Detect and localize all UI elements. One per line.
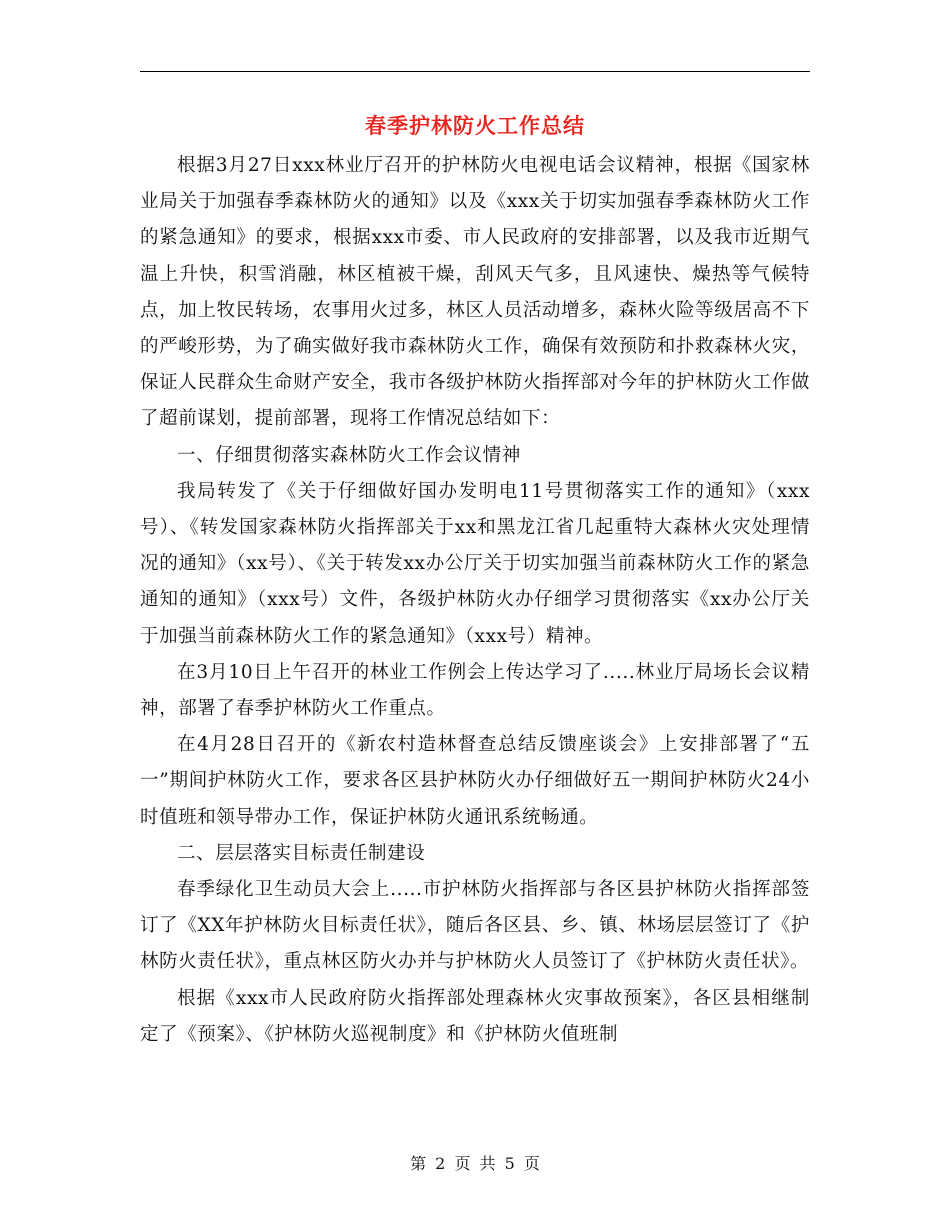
section-heading-1: 一、仔细贯彻落实森林防火工作会议情神 bbox=[177, 444, 521, 466]
document-body bbox=[140, 148, 810, 1053]
paragraph-april-meeting: 在4月28日召开的《新农村造林督查总结反馈座谈会》上安排部署了“五一”期间护林防火工作，要求各区县护林防火办仔细做好五一期间护林防火24小时值班和领导带办工作，保证护林防火通讯系统畅通。 bbox=[140, 734, 810, 828]
page-number: 第 2 页 共 5 页 bbox=[410, 1154, 540, 1173]
header-rule bbox=[140, 71, 810, 72]
paragraph-march-meeting: 在3月10日上午召开的林业工作例会上传达学习了.....林业厅局场长会议精神，部署了春季护林防火工作重点。 bbox=[140, 661, 810, 720]
document-title: 春季护林防火工作总结 bbox=[365, 113, 585, 138]
paragraph-intro: 根据3月27日xxx林业厅召开的护林防火电视电话会议精神，根据《国家林业局关于加强春季森林防火的通知》以及《xxx关于切实加强春季森林防火工作的紧急通知》的要求，根据xxx市委、市人民政府的安排部署，以及我市近期气温上升快，积雪消融，林区植被干燥，刮风天气多，且风速快、燥热等气候特点，加上牧民转场，农事用火过多，林区人员活动增多，森林火险等级居高不下的严峻形势，为了确实做好我市森林防火工作，确保有效预防和扑救森林火灾，保证人民群众生命财产安全，我市各级护林防火指挥部对今年的护林防火工作做了超前谋划，提前部署，现将工作情况总结如下： bbox=[140, 155, 810, 430]
section-heading-2: 二、层层落实目标责任制建设 bbox=[177, 842, 426, 864]
paragraph-forwarded-notices: 我局转发了《关于仔细做好国办发明电11号贯彻落实工作的通知》（xxx号）、《转发国家森林防火指挥部关于xx和黑龙江省几起重特大森林火灾处理情况的通知》（xx号）、《关于转发xx办公厅关于切实加强当前森林防火工作的紧急通知的通知》（xxx号）文件，各级护林防火办仔细学习贯彻落实《xx办公厅关于加强当前森林防火工作的紧急通知》（xxx号）精神。 bbox=[140, 480, 810, 647]
paragraph-responsibility: 春季绿化卫生动员大会上.....市护林防火指挥部与各区县护林防火指挥部签订了《XX年护林防火目标责任状》，随后各区县、乡、镇、林场层层签订了《护林防火责任状》，重点林区防火办并与护林防火人员签订了《护林防火责任状》。 bbox=[140, 879, 810, 973]
paragraph-plans: 根据《xxx市人民政府防火指挥部处理森林火灾事故预案》，各区县相继制定了《预案》、《护林防火巡视制度》和《护林防火值班制 bbox=[140, 987, 810, 1045]
